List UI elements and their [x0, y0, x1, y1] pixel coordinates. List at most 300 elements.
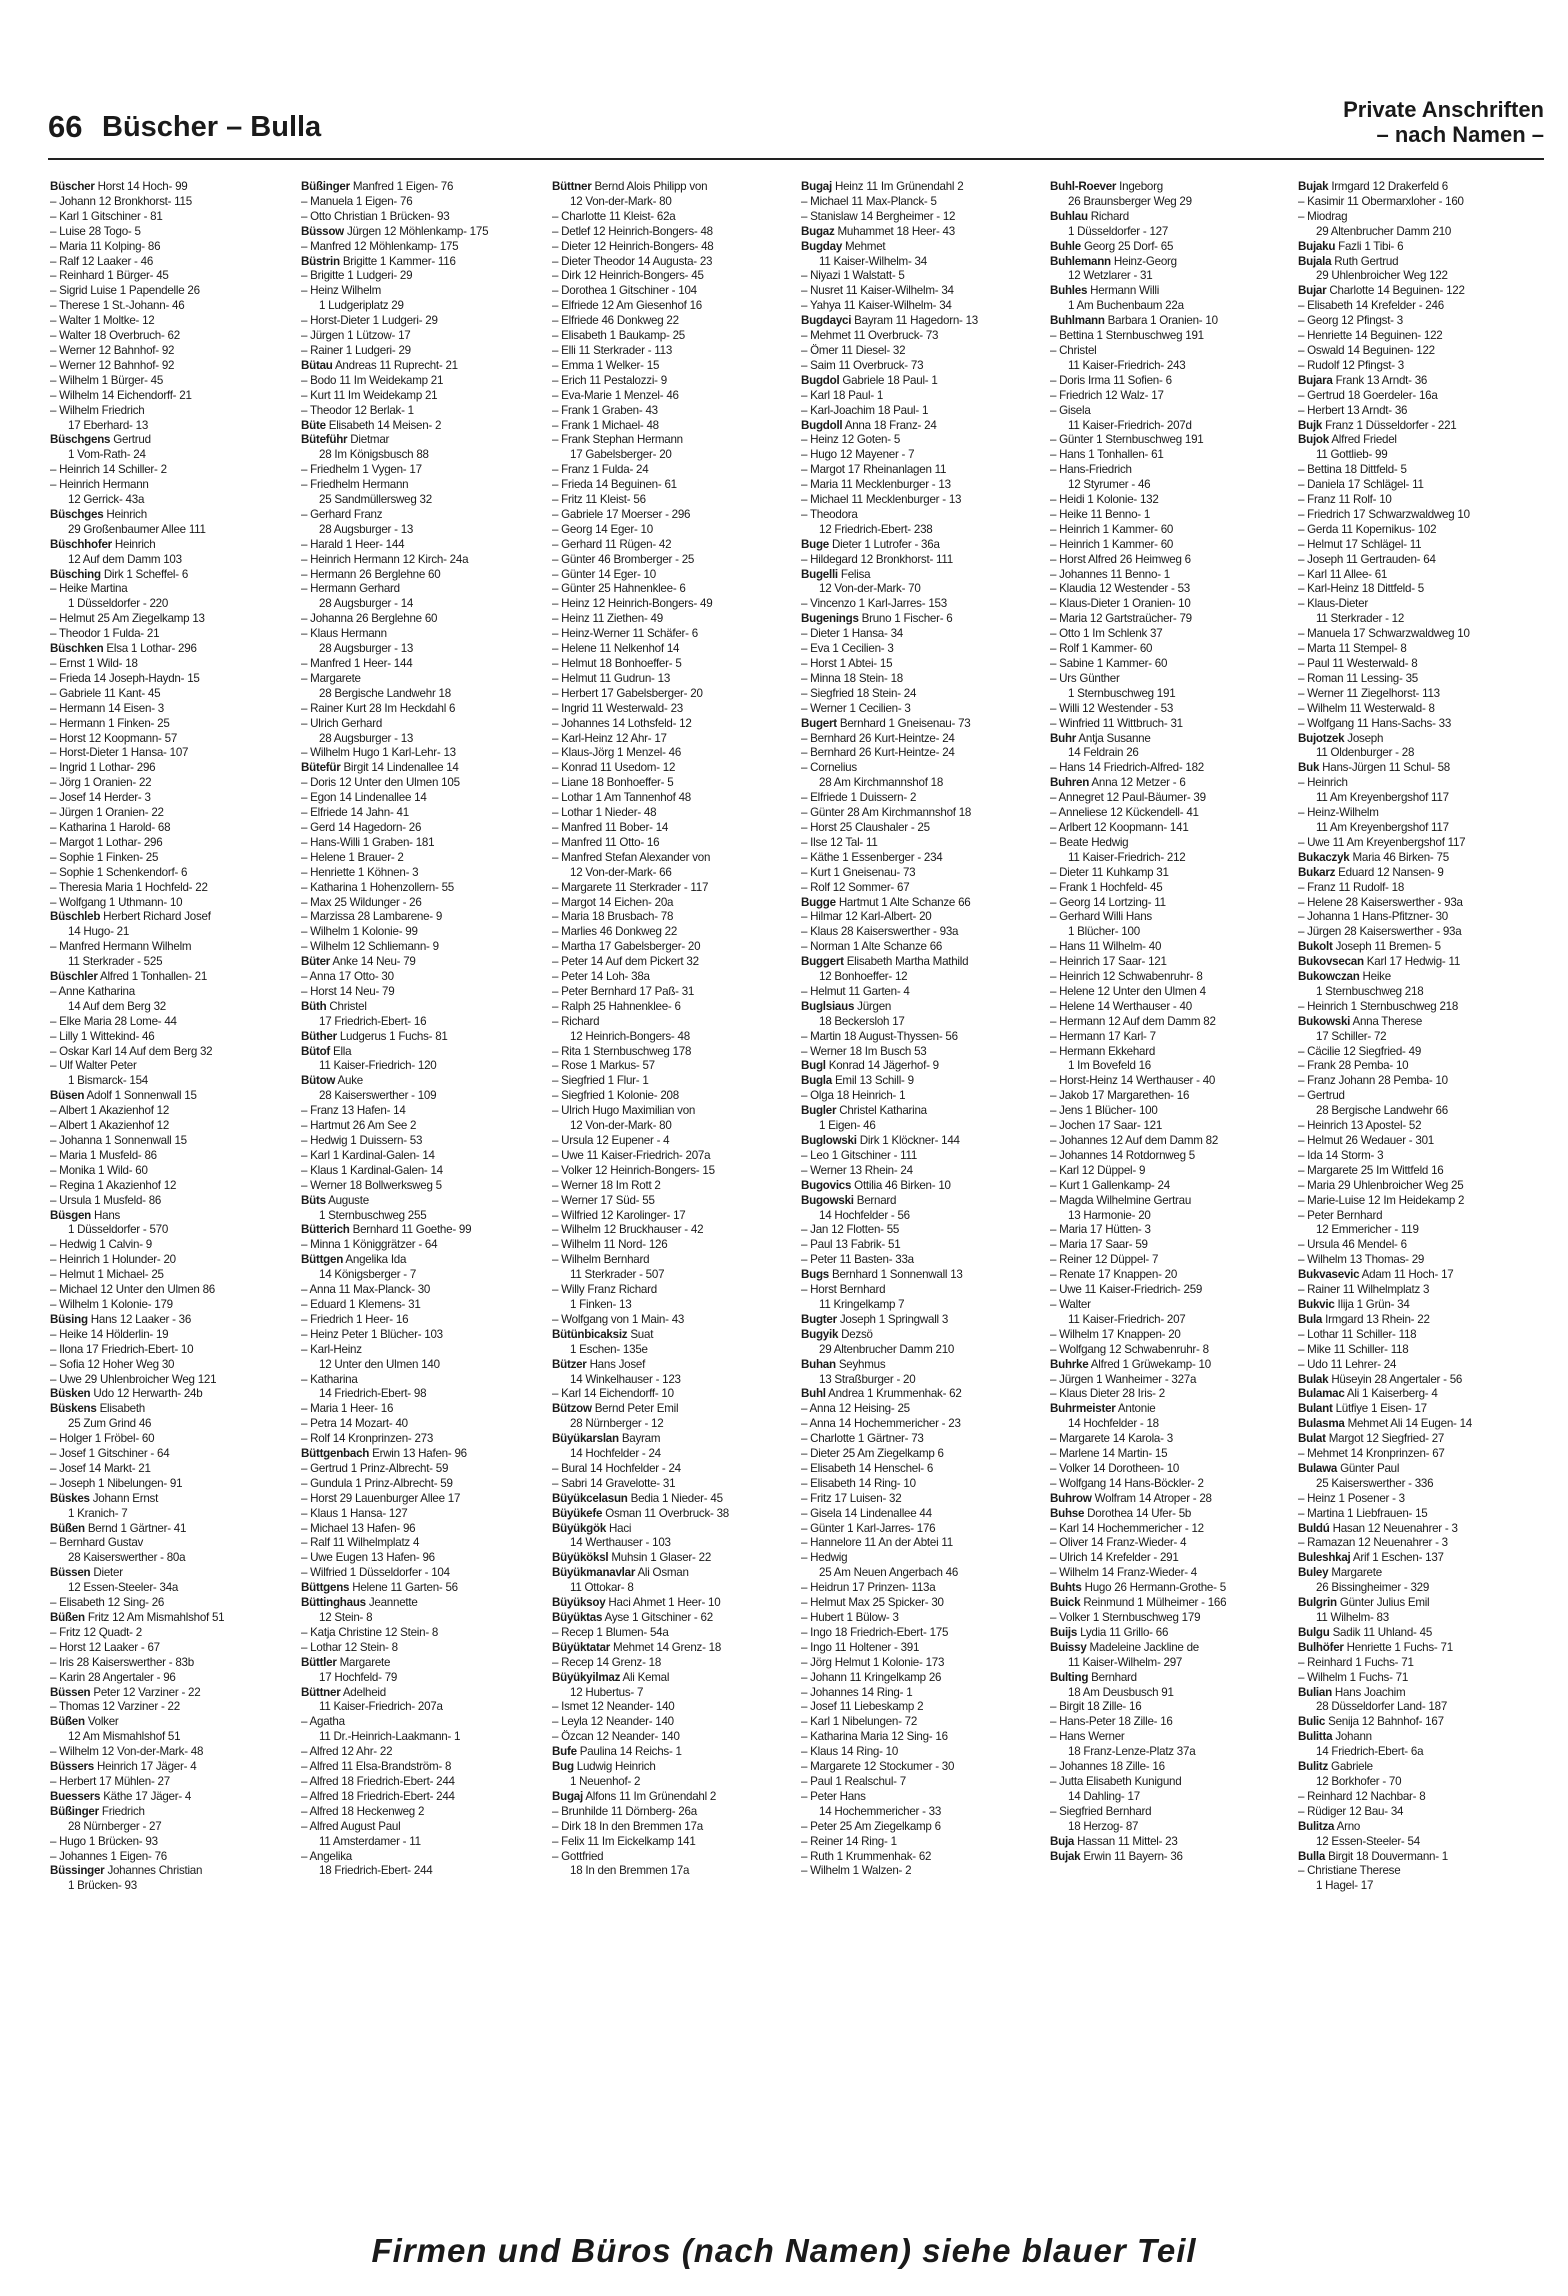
directory-entry: [801, 1089, 1041, 1104]
directory-entry: [50, 761, 290, 776]
entry-text: Dezsö: [841, 1327, 873, 1341]
directory-entry: [552, 1835, 792, 1850]
surname: Büssinger: [50, 1864, 105, 1878]
directory-entry: [801, 1477, 1041, 1492]
directory-entry: [1050, 1835, 1290, 1850]
directory-entry: [301, 1179, 541, 1194]
directory-entry: [1050, 672, 1290, 687]
entry-text: – Emma 1 Welker- 15: [552, 358, 660, 372]
entry-text: – Bural 14 Hochfelder - 24: [552, 1461, 681, 1475]
directory-entry: [50, 1700, 290, 1715]
surname: Bukaczyk: [1298, 850, 1350, 864]
surname: Büyükmanavlar: [552, 1566, 636, 1580]
entry-text: Dietmar: [350, 433, 390, 447]
entry-text: – Johanna 1 Sonnenwall 15: [50, 1134, 187, 1147]
entry-text: Dirk 1 Scheffel- 6: [103, 567, 189, 581]
surname: Bujar: [1298, 284, 1327, 298]
directory-entry: [1298, 582, 1538, 597]
directory-entry: [301, 538, 541, 553]
directory-entry: [1298, 1104, 1538, 1119]
directory-entry: [1050, 955, 1290, 970]
directory-entry: [301, 1373, 541, 1388]
entry-text: – Hermann Gerhard: [301, 582, 400, 596]
directory-entry: [301, 791, 541, 806]
directory-entry: [1298, 1358, 1538, 1373]
directory-entry: [552, 1223, 792, 1238]
entry-text: – Josef 11 Liebeskamp 2: [801, 1700, 924, 1714]
directory-entry: [552, 791, 792, 806]
entry-text: Ilija 1 Grün- 34: [1337, 1297, 1410, 1311]
directory-entry: [552, 1402, 792, 1417]
entry-text: – Katja Christine 12 Stein- 8: [301, 1625, 439, 1639]
entry-text: – Johann 12 Bronkhorst- 115: [50, 194, 192, 208]
entry-text: – Dieter 11 Kuhkamp 31: [1050, 865, 1169, 879]
entry-text: – Peter 25 Am Ziegelkamp 6: [801, 1819, 941, 1833]
entry-text: 12 Borkhofer - 70: [1316, 1774, 1402, 1788]
directory-entry: [801, 1626, 1041, 1641]
directory-entry: [552, 1432, 792, 1447]
entry-text: 1 Blücher- 100: [1068, 925, 1140, 939]
entry-text: – Hermann Ekkehard: [1050, 1044, 1156, 1058]
directory-entry: [1050, 1104, 1290, 1119]
directory-entry: [552, 612, 792, 627]
directory-entry: [1298, 1164, 1538, 1179]
entry-text: – Hermann 1 Finken- 25: [50, 716, 170, 730]
directory-entry: [801, 1179, 1041, 1194]
directory-entry: [50, 687, 290, 702]
surname: Büte: [301, 418, 326, 432]
entry-text: – Paul 11 Westerwald- 8: [1298, 657, 1418, 670]
entry-text: Franz 1 Düsseldorfer - 221: [1325, 418, 1457, 432]
directory-entry: [801, 627, 1041, 642]
directory-entry: [801, 1611, 1041, 1626]
directory-entry: [1050, 1134, 1290, 1149]
entry-text: – Dieter 12 Heinrich-Bongers- 48: [552, 239, 714, 253]
entry-text: – Hilmar 12 Karl-Albert- 20: [801, 910, 932, 924]
directory-entry: [301, 806, 541, 821]
surname: Bugovics: [801, 1178, 852, 1192]
directory-entry: [1050, 1149, 1290, 1164]
directory-entry: [301, 1447, 541, 1462]
entry-text: – Jürgen 1 Lützow- 17: [301, 329, 411, 343]
directory-entry: [552, 1641, 792, 1656]
surname: Buleshkaj: [1298, 1551, 1351, 1565]
directory-entry: [1050, 1686, 1290, 1701]
entry-text: 14 Hochemmericher - 33: [819, 1804, 942, 1818]
entry-text: Suat: [630, 1327, 654, 1341]
entry-text: – Johannes 14 Ring- 1: [801, 1685, 913, 1699]
directory-entry: [552, 597, 792, 612]
directory-entry: [1298, 970, 1538, 985]
entry-text: – Günter 14 Eger- 10: [552, 567, 656, 581]
surname: Buhse: [1050, 1506, 1085, 1520]
surname: Buessers: [50, 1789, 101, 1803]
directory-entry: [1298, 1596, 1538, 1611]
entry-text: – Jürgen 1 Wanheimer - 327a: [1050, 1372, 1197, 1386]
directory-entry: [801, 612, 1041, 627]
directory-entry: [801, 1671, 1041, 1686]
directory-entry: [552, 1790, 792, 1805]
entry-text: – Elfriede 14 Jahn- 41: [301, 806, 409, 820]
directory-entry: [301, 1268, 541, 1283]
directory-entry: [1298, 1030, 1538, 1045]
surname: Büyüksoy: [552, 1596, 606, 1610]
directory-entry: [1298, 1641, 1538, 1656]
surname: Büsen: [50, 1089, 85, 1103]
directory-entry: [801, 1373, 1041, 1388]
entry-text: – Heinrich 1 Sternbuschweg 218: [1298, 999, 1459, 1013]
directory-entry: [1298, 538, 1538, 553]
directory-entry: [301, 1805, 541, 1820]
surname: Bujok: [1298, 433, 1329, 447]
entry-text: – Albert 1 Akazienhof 12: [50, 1104, 170, 1118]
directory-entry: [301, 1119, 541, 1134]
entry-text: – Käthe 1 Essenberger - 234: [801, 850, 943, 864]
entry-text: 12 Emmericher - 119: [1316, 1223, 1419, 1237]
directory-entry: [1050, 1730, 1290, 1745]
directory-column-1: [50, 180, 290, 2180]
directory-entry: [1050, 1283, 1290, 1298]
entry-text: – Kurt 11 Im Weidekamp 21: [301, 388, 438, 402]
entry-text: – Karl-Joachim 18 Paul- 1: [801, 403, 929, 417]
directory-entry: [552, 1671, 792, 1686]
entry-text: Gabriele 18 Paul- 1: [842, 373, 938, 387]
surname: Bulting: [1050, 1670, 1089, 1684]
entry-text: 1 Eigen- 46: [819, 1119, 876, 1133]
directory-entry: [50, 210, 290, 225]
directory-entry: [301, 776, 541, 791]
surname: Büskens: [50, 1402, 97, 1416]
directory-entry: [50, 1343, 290, 1358]
directory-entry: [50, 1417, 290, 1432]
directory-entry: [50, 1551, 290, 1566]
surname: Bugter: [801, 1312, 837, 1326]
entry-text: – Özcan 12 Neander- 140: [552, 1730, 680, 1744]
entry-text: – Alfred 18 Friedrich-Ebert- 244: [301, 1774, 455, 1788]
surname: Bulgrin: [1298, 1596, 1337, 1610]
directory-entry: [1050, 776, 1290, 791]
entry-text: – Wolfgang von 1 Main- 43: [552, 1312, 685, 1326]
entry-text: – Hans 14 Friedrich-Alfred- 182: [1050, 761, 1204, 775]
directory-entry: [50, 1715, 290, 1730]
entry-text: Hans 12 Laaker - 36: [90, 1312, 192, 1326]
surname: Büttgen: [301, 1253, 344, 1267]
directory-entry: [50, 970, 290, 985]
entry-text: – Ömer 11 Diesel- 32: [801, 343, 906, 357]
entry-text: – Anna 11 Max-Planck- 30: [301, 1283, 431, 1297]
directory-entry: [552, 195, 792, 210]
directory-entry: [1050, 1507, 1290, 1522]
directory-entry: [552, 1358, 792, 1373]
directory-entry: [1298, 359, 1538, 374]
entry-text: – Lilly 1 Wittekind- 46: [50, 1029, 155, 1043]
directory-entry: [1050, 1581, 1290, 1596]
entry-text: 14 Friedrich-Ebert- 98: [319, 1387, 427, 1401]
entry-text: 12 Friedrich-Ebert- 238: [819, 522, 933, 536]
entry-text: – Helmut 1 Michael- 25: [50, 1268, 164, 1282]
directory-entry: [1050, 359, 1290, 374]
directory-entry: [801, 597, 1041, 612]
entry-text: 11 Kaiser-Friedrich- 212: [1068, 850, 1186, 864]
directory-entry: [1298, 1417, 1538, 1432]
entry-text: – Wilhelm 12 Bruckhauser - 42: [552, 1223, 704, 1237]
directory-entry: [301, 746, 541, 761]
directory-entry: [801, 1566, 1041, 1581]
entry-text: – Alfred 11 Elsa-Brandström- 8: [301, 1760, 452, 1774]
entry-text: – Charlotte 11 Kleist- 62a: [552, 209, 676, 223]
entry-text: Bedia 1 Nieder- 45: [630, 1491, 723, 1505]
entry-text: – Wilhelm 12 Schliemann- 9: [301, 940, 439, 954]
directory-entry: [801, 1000, 1041, 1015]
entry-text: Bruno 1 Fischer- 6: [861, 612, 953, 626]
entry-text: – Josef 1 Gitschiner - 64: [50, 1447, 170, 1461]
entry-text: – Margarete 11 Sterkrader - 117: [552, 880, 709, 894]
directory-entry: [552, 1030, 792, 1045]
surname: Büttler: [301, 1655, 337, 1669]
entry-text: – Gerd 14 Hagedorn- 26: [301, 820, 422, 834]
entry-text: 1 Im Bovefeld 16: [1068, 1059, 1152, 1073]
directory-entry: [1298, 1820, 1538, 1835]
directory-entry: [1298, 1462, 1538, 1477]
entry-text: – Fritz 17 Luisen- 32: [801, 1491, 902, 1505]
entry-text: – Bettina 1 Sternbuschweg 191: [1050, 329, 1204, 343]
directory-entry: [1298, 404, 1538, 419]
entry-text: Ali 1 Kaiserberg- 4: [1346, 1387, 1438, 1401]
entry-text: 14 Feldrain 26: [1068, 746, 1139, 760]
entry-text: – Sigrid Luise 1 Papendelle 26: [50, 284, 200, 298]
directory-entry: [301, 1045, 541, 1060]
directory-entry: [301, 1313, 541, 1328]
entry-text: Bernhard 1 Sonnenwall 13: [831, 1268, 963, 1282]
entry-text: – Siegfried 1 Flur- 1: [552, 1074, 649, 1088]
entry-text: – Hedwig 1 Calvin- 9: [50, 1238, 152, 1252]
entry-text: – Holger 1 Fröbel- 60: [50, 1432, 155, 1446]
entry-text: – Heinz-Werner 11 Schäfer- 6: [552, 627, 698, 641]
entry-text: 12 Auf dem Damm 103: [68, 552, 182, 566]
entry-text: – Johannes 11 Benno- 1: [1050, 567, 1170, 581]
directory-entry: [801, 1417, 1041, 1432]
entry-text: – Helene 1 Brauer- 2: [301, 850, 404, 864]
directory-entry: [301, 1223, 541, 1238]
directory-entry: [552, 1730, 792, 1745]
directory-entry: [801, 1387, 1041, 1402]
entry-text: 11 Gottlieb- 99: [1316, 448, 1388, 462]
directory-entry: [1298, 1566, 1538, 1581]
directory-entry: [801, 419, 1041, 434]
directory-entry: [50, 374, 290, 389]
entry-text: 1 Finken- 13: [570, 1297, 632, 1311]
entry-text: – Karl-Heinz 12 Ahr- 17: [552, 731, 667, 745]
surname: Büyükgök: [552, 1521, 607, 1535]
entry-text: – Jakob 17 Margarethen- 16: [1050, 1089, 1190, 1103]
directory-entry: [552, 940, 792, 955]
directory-entry: [801, 851, 1041, 866]
directory-entry: [801, 806, 1041, 821]
directory-entry: [1298, 791, 1538, 806]
entry-text: – Günter 46 Bromberger - 25: [552, 552, 695, 566]
entry-text: Elisabeth: [99, 1402, 146, 1416]
entry-text: – Peter 11 Basten- 33a: [801, 1253, 914, 1267]
entry-text: Karl 17 Hedwig- 11: [1366, 955, 1461, 969]
entry-text: 11 Kaiser-Friedrich- 120: [319, 1059, 437, 1073]
directory-entry: [50, 1611, 290, 1626]
entry-text: – Wolfgang 11 Hans-Sachs- 33: [1298, 716, 1452, 730]
directory-entry: [552, 1686, 792, 1701]
directory-entry: [1298, 776, 1538, 791]
directory-entry: [301, 493, 541, 508]
surname: Büttinghaus: [301, 1596, 366, 1610]
entry-text: – Uwe Eugen 13 Hafen- 96: [301, 1551, 435, 1565]
directory-entry: [801, 568, 1041, 583]
directory-entry: [1298, 1298, 1538, 1313]
entry-text: – Wilhelm Bernhard: [552, 1253, 650, 1267]
directory-entry: [50, 240, 290, 255]
directory-entry: [50, 1358, 290, 1373]
directory-entry: [50, 1119, 290, 1134]
directory-entry: [1298, 702, 1538, 717]
directory-entry: [801, 1104, 1041, 1119]
surname: Bulitz: [1298, 1760, 1329, 1774]
directory-entry: [801, 746, 1041, 761]
directory-entry: [50, 1492, 290, 1507]
entry-text: – Elli 11 Sterkrader - 113: [552, 343, 673, 357]
entry-text: – Sabine 1 Kammer- 60: [1050, 657, 1168, 670]
surname: Büssen: [50, 1685, 91, 1699]
entry-text: – Heinrich 1 Holunder- 20: [50, 1253, 176, 1267]
surname: Buhlau: [1050, 209, 1088, 223]
entry-text: – Kurt 1 Gallenkamp- 24: [1050, 1178, 1170, 1192]
directory-entry: [301, 672, 541, 687]
entry-text: – Georg 14 Lortzing- 11: [1050, 895, 1166, 909]
entry-text: Dorothea 14 Ufer- 5b: [1087, 1506, 1192, 1520]
entry-text: – Lothar 1 Am Tannenhof 48: [552, 791, 691, 805]
entry-text: – Klaus 1 Hansa- 127: [301, 1506, 408, 1520]
directory-entry: [1298, 806, 1538, 821]
entry-text: – Karl 1 Gitschiner - 81: [50, 209, 163, 223]
entry-text: – Willi 12 Westender - 53: [1050, 701, 1174, 715]
directory-entry: [1050, 582, 1290, 597]
surname: Büsken: [50, 1387, 91, 1401]
entry-text: – Rainer 1 Ludgeri- 29: [301, 343, 411, 357]
directory-entry: [50, 299, 290, 314]
entry-text: Joseph: [1347, 731, 1384, 745]
entry-text: Bernhard 1 Gneisenau- 73: [839, 716, 971, 730]
directory-entry: [50, 1134, 290, 1149]
directory-entry: [801, 1015, 1041, 1030]
entry-text: – Klaus Hermann: [301, 627, 387, 641]
entry-text: – Volker 14 Dorotheen- 10: [1050, 1461, 1180, 1475]
directory-entry: [1298, 344, 1538, 359]
entry-text: 1 Sternbuschweg 191: [1068, 686, 1176, 700]
entry-text: – Anne Katharina: [50, 984, 135, 998]
directory-entry: [1050, 940, 1290, 955]
entry-text: – Walter: [1050, 1297, 1091, 1311]
entry-text: – Ulrich Gerhard: [301, 716, 383, 730]
entry-text: 18 Am Deusbusch 91: [1068, 1685, 1174, 1699]
directory-entry: [552, 1850, 792, 1865]
directory-entry: [301, 1328, 541, 1343]
directory-entry: [1050, 404, 1290, 419]
directory-entry: [301, 240, 541, 255]
entry-text: 26 Bissingheimer - 329: [1316, 1581, 1430, 1595]
directory-entry: [50, 1253, 290, 1268]
entry-text: – Horst 1 Abtei- 15: [801, 657, 893, 670]
directory-entry: [50, 344, 290, 359]
directory-entry: [50, 732, 290, 747]
directory-entry: [301, 702, 541, 717]
entry-text: – Manuela 1 Eigen- 76: [301, 194, 413, 208]
directory-entry: [50, 493, 290, 508]
directory-entry: [1298, 627, 1538, 642]
directory-entry: [50, 314, 290, 329]
entry-text: – Heinz Wilhelm: [301, 284, 382, 298]
directory-entry: [552, 314, 792, 329]
entry-text: 12 Stein- 8: [319, 1611, 373, 1624]
directory-entry: [1298, 1179, 1538, 1194]
entry-text: 12 Bonhoeffer- 12: [819, 970, 908, 984]
entry-text: – Doris 12 Unter den Ulmen 105: [301, 776, 460, 790]
directory-entry: [1298, 329, 1538, 344]
directory-entry: [552, 255, 792, 270]
directory-entry: [301, 1417, 541, 1432]
directory-entry: [1298, 1700, 1538, 1715]
entry-text: – Udo 11 Lehrer- 24: [1298, 1357, 1397, 1371]
directory-entry: [301, 1715, 541, 1730]
directory-entry: [50, 702, 290, 717]
directory-entry: [50, 389, 290, 404]
entry-text: – Wilhelm Hugo 1 Karl-Lehr- 13: [301, 746, 456, 760]
entry-text: – Reinhard 12 Nachbar- 8: [1298, 1789, 1426, 1803]
surname: Buhts: [1050, 1581, 1082, 1595]
directory-entry: [1298, 1551, 1538, 1566]
directory-entry: [1298, 1343, 1538, 1358]
entry-text: 1 Düsseldorfer - 127: [1068, 224, 1169, 238]
directory-entry: [801, 836, 1041, 851]
directory-entry: [552, 896, 792, 911]
entry-text: – Kurt 1 Gneisenau- 73: [801, 865, 916, 879]
entry-text: – Maria 1 Heer- 16: [301, 1402, 394, 1416]
directory-entry: [801, 1298, 1041, 1313]
surname: Buhrmeister: [1050, 1402, 1116, 1416]
directory-entry: [50, 284, 290, 299]
entry-text: – Elfriede 1 Duissern- 2: [801, 791, 917, 805]
entry-text: Henriette 1 Fuchs- 71: [1346, 1640, 1453, 1654]
directory-entry: [552, 1656, 792, 1671]
entry-text: 12 Von-der-Mark- 66: [570, 865, 672, 879]
entry-text: – Regina 1 Akazienhof 12: [50, 1178, 177, 1192]
surname: Büschgens: [50, 433, 111, 447]
directory-entry: [301, 433, 541, 448]
section-title: Private Anschriften: [1343, 97, 1544, 122]
entry-text: – Ismet 12 Neander- 140: [552, 1700, 675, 1714]
entry-text: – Elisabeth 1 Baukamp- 25: [552, 329, 685, 343]
name-range: Büscher – Bulla: [102, 111, 322, 143]
entry-text: – Heike Martina: [50, 582, 128, 596]
entry-text: Arno: [1336, 1819, 1361, 1833]
entry-text: Anna 18 Franz- 24: [844, 418, 937, 432]
directory-entry: [801, 732, 1041, 747]
entry-text: 1 Düsseldorfer - 220: [68, 597, 169, 611]
entry-text: Dieter: [93, 1566, 123, 1580]
directory-entry: [552, 717, 792, 732]
entry-text: – Max 25 Wildunger - 26: [301, 895, 422, 909]
directory-entry: [1298, 314, 1538, 329]
directory-entry: [301, 448, 541, 463]
directory-entry: [1050, 1447, 1290, 1462]
entry-text: – Rüdiger 12 Bau- 34: [1298, 1804, 1404, 1818]
directory-entry: [801, 448, 1041, 463]
directory-entry: [552, 225, 792, 240]
